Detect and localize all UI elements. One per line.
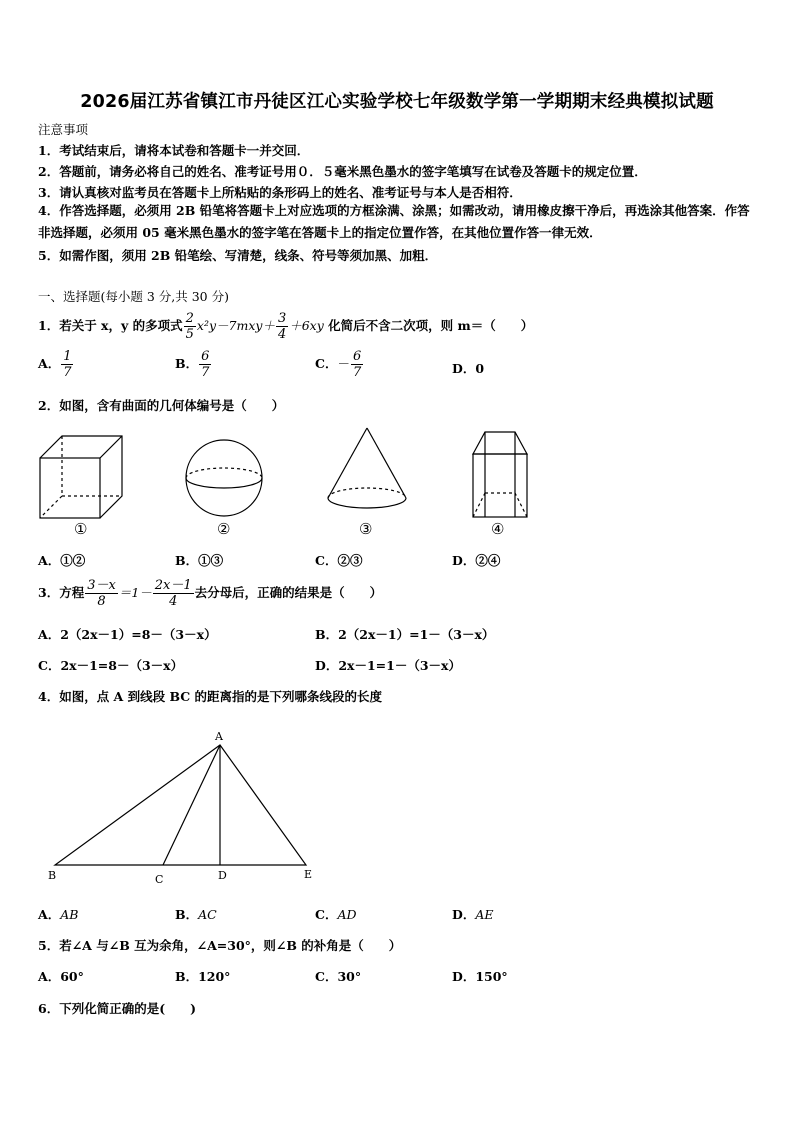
q1-frac-2: $\frac{3}{4}$ — [277, 311, 287, 342]
q4-option-d[interactable]: D．AE — [452, 907, 494, 922]
notice-item-2: 2．答题前，请务必将自己的姓名、准考证号用０．５毫米黑色墨水的签字笔填写在试卷及答题卡的规定位置． — [38, 164, 647, 179]
notice-item-4: 4．作答选择题，必须用 2B 铅笔将答题卡上对应选项的方框涂满、涂黑；如需改动，请用橡皮擦干净后，再选涂其他答案．作答非选择题，必须用 05 毫米黑色墨水的签字笔在答题卡上的指定位置作答，在其他位置作答一律无效． — [38, 203, 750, 240]
q3-option-a[interactable]: A．2（2x－1）=8－（3－x） — [38, 627, 217, 642]
q1-suffix: 化简后不含二次项，则 m＝（ ） — [328, 318, 534, 333]
notice-item-3: 3．请认真核对监考员在答题卡上所粘贴的条形码上的姓名、准考证号与本人是否相符． — [38, 185, 522, 200]
q1-expr-mid: x²y－7mxy＋ — [196, 318, 275, 333]
q1-option-a[interactable]: A． $\frac{1}{7}$ — [38, 349, 72, 380]
question-3: 3．方程 $\frac{3-x}{8}$ ＝1－ $\frac{2x-1}{4}$ 去分母后，正确的结果是（ ） — [38, 578, 383, 609]
q3-frac-2: $\frac{2x-1}{4}$ — [154, 578, 192, 609]
section-heading: 一、选择题(每小题 3 分,共 30 分) — [38, 289, 229, 304]
point-label-e: E — [304, 868, 313, 881]
notice-heading: 注意事项 — [38, 122, 89, 137]
question-5: 5．若∠A 与∠B 互为余角，∠A=30°，则∠B 的补角是（ ） — [38, 938, 402, 953]
notice-item-1: 1．考试结束后，请将本试卷和答题卡一并交回． — [38, 143, 310, 158]
q3-frac-1: $\frac{3-x}{8}$ — [87, 578, 116, 609]
q4-option-b[interactable]: B．AC — [175, 907, 217, 922]
point-label-d: D — [218, 869, 227, 882]
q5-option-a[interactable]: A．60° — [38, 969, 84, 984]
figure-label-2: ② — [217, 520, 231, 538]
q4-option-a[interactable]: A．AB — [38, 907, 79, 922]
figure-label-4: ④ — [491, 520, 505, 538]
q2-option-a[interactable]: A．①② — [38, 553, 86, 568]
figure-label-3: ③ — [359, 520, 373, 538]
q1-prefix: 1．若关于 x，y 的多项式 — [38, 318, 183, 333]
point-label-a: A — [215, 730, 223, 743]
point-label-c: C — [155, 873, 164, 886]
page-title: 2026届江苏省镇江市丹徒区江心实验学校七年级数学第一学期期末经典模拟试题 — [80, 92, 714, 112]
question-4: 4．如图，点 A 到线段 BC 的距离指的是下列哪条线段的长度 — [38, 689, 383, 704]
q1-option-d[interactable]: D．0 — [452, 361, 485, 376]
q4-option-c[interactable]: C．AD — [315, 907, 357, 922]
point-label-b: B — [48, 869, 57, 882]
q2-option-b[interactable]: B．①③ — [175, 553, 224, 568]
q5-option-b[interactable]: B．120° — [175, 969, 231, 984]
q1-option-b[interactable]: B． $\frac{6}{7}$ — [175, 349, 210, 380]
q2-option-d[interactable]: D．②④ — [452, 553, 501, 568]
q1-frac-1: $\frac{2}{5}$ — [185, 311, 194, 342]
q1-expr-end: ＋6xy — [289, 318, 324, 333]
q3-option-c[interactable]: C．2x－1=8－（3－x） — [38, 658, 184, 673]
question-6: 6．下列化简正确的是( ) — [38, 1001, 197, 1016]
q3-option-d[interactable]: D．2x－1=1－（3－x） — [315, 658, 462, 673]
q3-option-b[interactable]: B．2（2x－1）=1－（3－x） — [315, 627, 495, 642]
q1-option-c[interactable]: C．－ $\frac{6}{7}$ — [315, 349, 362, 380]
q5-option-d[interactable]: D．150° — [452, 969, 508, 984]
q5-option-c[interactable]: C．30° — [315, 969, 362, 984]
question-2: 2．如图，含有曲面的几何体编号是（ ） — [38, 398, 285, 413]
figure-label-1: ① — [74, 520, 88, 538]
q2-option-c[interactable]: C．②③ — [315, 553, 363, 568]
notice-item-5: 5．如需作图，须用 2B 铅笔绘、写清楚，线条、符号等须加黑、加粗． — [38, 248, 438, 263]
